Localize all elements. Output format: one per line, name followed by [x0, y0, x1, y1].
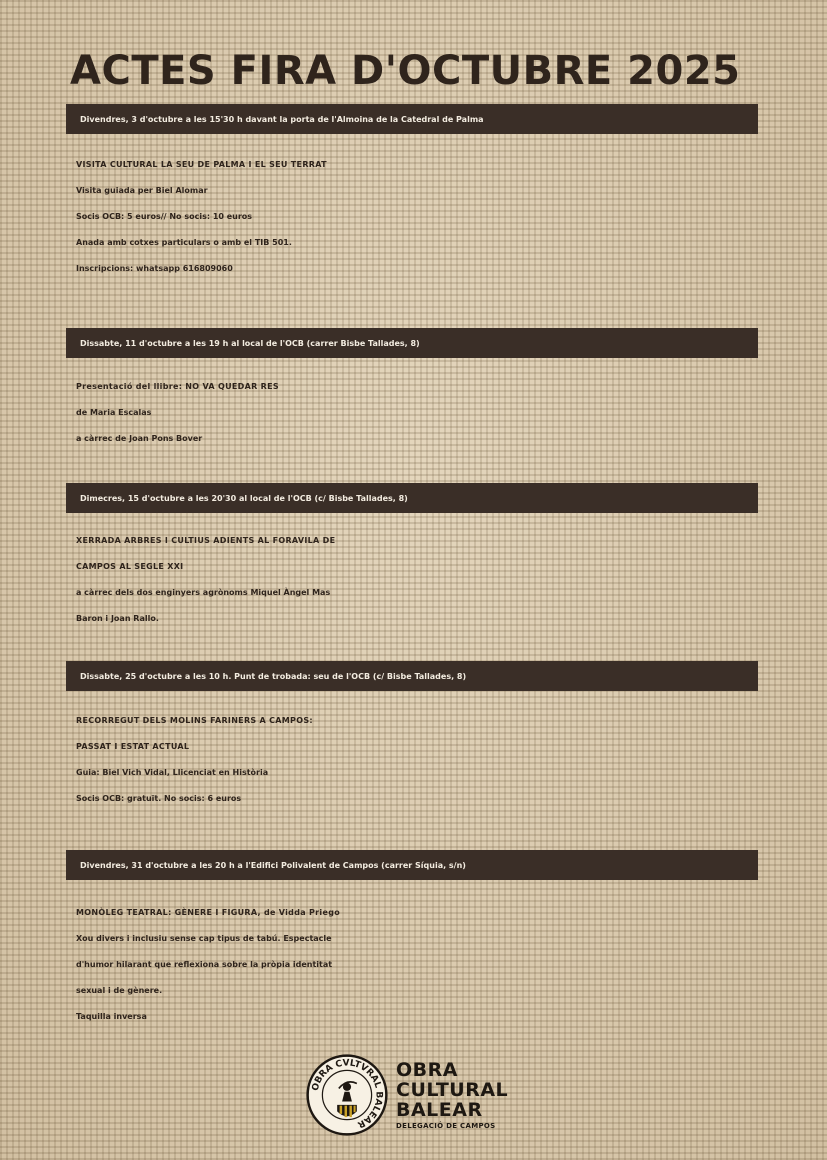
- event-title: Presentació del llibre: NO VA QUEDAR RES: [76, 382, 279, 391]
- event-line: Socis OCB: gratuït. No socis: 6 euros: [76, 794, 242, 803]
- event-line: Xou divers i inclusiu sense cap tipus de tabú. Espectacle: [76, 934, 332, 943]
- event-line: sexual i de gènere.: [76, 986, 163, 995]
- event-line: d'humor hilarant que reflexiona sobre la pròpia identitat: [76, 960, 333, 969]
- org-name-line: BALEAR: [396, 1099, 483, 1121]
- event-details: [76, 528, 776, 632]
- event-line: a càrrec dels dos enginyers agrònoms Miquel Àngel Mas: [76, 588, 331, 597]
- event-details: [76, 708, 776, 812]
- org-name-line: CULTURAL: [396, 1079, 509, 1101]
- event-details: [76, 900, 776, 1030]
- event-line: a càrrec de Joan Pons Bover: [76, 434, 203, 443]
- event-line: Anada amb cotxes particulars o amb el TIB 501.: [76, 238, 292, 247]
- event-info-bar: Divendres, 3 d'octubre a les 15'30 h davant la porta de l'Almoina de la Catedral de Palma: [66, 104, 758, 134]
- seal-text: OBRA CVLTVRAL BALEAR: [310, 1058, 384, 1130]
- ocb-name-block: [396, 1060, 508, 1130]
- event-line: Inscripcions: whatsapp 616809060: [76, 264, 233, 273]
- event-info-bar: Divendres, 31 d'octubre a les 20 h a l'Edifici Polivalent de Campos (carrer Síquia, s/n): [66, 850, 758, 880]
- event-line: Visita guiada per Biel Alomar: [76, 186, 208, 195]
- event-info-bar: Dimecres, 15 d'octubre a les 20'30 al local de l'OCB (c/ Bisbe Tallades, 8): [66, 483, 758, 513]
- event-title: PASSAT I ESTAT ACTUAL: [76, 742, 190, 751]
- event-title: CAMPOS AL SEGLE XXI: [76, 562, 184, 571]
- event-line: Socis OCB: 5 euros// No socis: 10 euros: [76, 212, 253, 221]
- event-title: VISITA CULTURAL LA SEU DE PALMA I EL SEU TERRAT: [76, 160, 327, 169]
- event-title: MONÒLEG TEATRAL: GÈNERE I FIGURA, de Vidda Priego: [76, 908, 341, 917]
- event-line: de Maria Escalas: [76, 408, 152, 417]
- event-line: Taquilla inversa: [76, 1012, 147, 1021]
- event-title: RECORREGUT DELS MOLINS FARINERS A CAMPOS:: [76, 716, 313, 725]
- poster-title: ACTES FIRA D'OCTUBRE 2025: [70, 48, 741, 94]
- event-details: [76, 374, 776, 452]
- ocb-seal-logo: [306, 1054, 388, 1136]
- event-info-bar: Dissabte, 25 d'octubre a les 10 h. Punt de trobada: seu de l'OCB (c/ Bisbe Tallades, 8): [66, 661, 758, 691]
- event-info-bar: Dissabte, 11 d'octubre a les 19 h al local de l'OCB (carrer Bisbe Tallades, 8): [66, 328, 758, 358]
- org-name-line: OBRA: [396, 1059, 458, 1081]
- event-details: [76, 152, 776, 282]
- event-line: Guia: Biel Vich Vidal, Llicenciat en Història: [76, 768, 269, 777]
- event-line: Baron i Joan Rallo.: [76, 614, 159, 623]
- event-title: XERRADA ARBRES I CULTIUS ADIENTS AL FORAVILA DE: [76, 536, 336, 545]
- org-delegation: DELEGACIÓ DE CAMPOS: [396, 1122, 496, 1130]
